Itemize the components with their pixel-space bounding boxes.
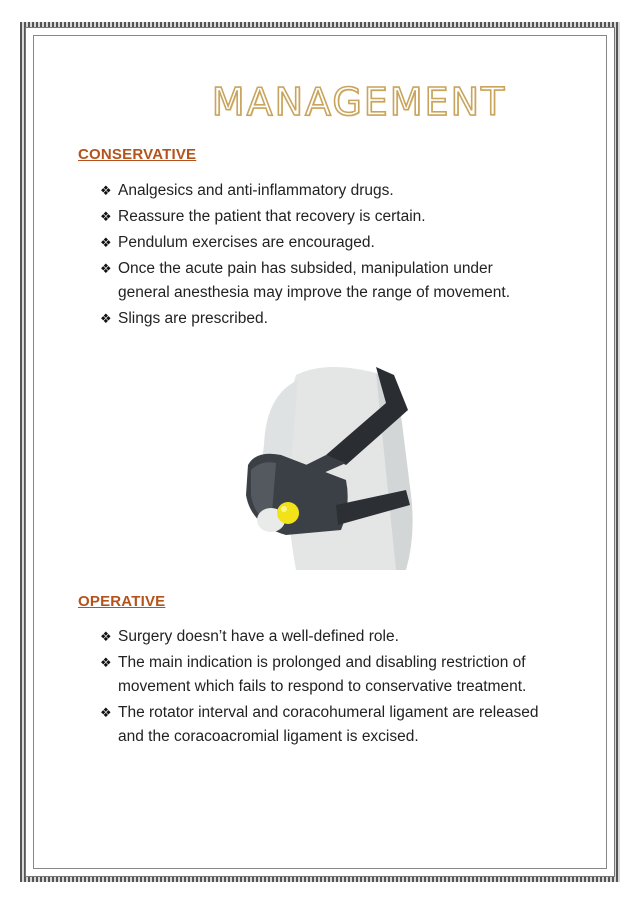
diamond-bullet-icon: ❖ — [100, 209, 112, 224]
operative-list — [100, 625, 540, 751]
diamond-bullet-icon: ❖ — [100, 629, 112, 644]
arm-sling-illustration — [226, 355, 426, 570]
list-item-text: The rotator interval and coracohumeral ligament are released and the coracoacromial ligament is excised. — [118, 704, 539, 745]
list-item-text: Surgery doesn’t have a well-defined role. — [118, 628, 399, 645]
arm-sling-icon — [226, 355, 426, 570]
list-item — [100, 651, 540, 699]
list-item-text: Reassure the patient that recovery is certain. — [118, 208, 426, 225]
page-title: MANAGEMENT — [211, 80, 507, 124]
section-heading-conservative: CONSERVATIVE — [78, 146, 197, 163]
list-item — [100, 701, 540, 749]
list-item — [100, 231, 530, 255]
list-item-text: Once the acute pain has subsided, manipulation under general anesthesia may improve the range of movement. — [118, 260, 511, 301]
conservative-list — [100, 179, 530, 333]
list-item-text: Pendulum exercises are encouraged. — [118, 234, 375, 251]
list-item — [100, 257, 530, 305]
diamond-bullet-icon: ❖ — [100, 311, 112, 326]
list-item — [100, 625, 540, 649]
list-item — [100, 307, 530, 331]
list-item-text: Slings are prescribed. — [118, 310, 268, 327]
diamond-bullet-icon: ❖ — [100, 235, 112, 250]
list-item — [100, 179, 530, 203]
section-heading-operative: OPERATIVE — [78, 593, 166, 610]
list-item-text: Analgesics and anti-inflammatory drugs. — [118, 182, 394, 199]
diamond-bullet-icon: ❖ — [100, 705, 112, 720]
diamond-bullet-icon: ❖ — [100, 183, 112, 198]
list-item — [100, 205, 530, 229]
diamond-bullet-icon: ❖ — [100, 655, 112, 670]
diamond-bullet-icon: ❖ — [100, 261, 112, 276]
list-item-text: The main indication is prolonged and disabling restriction of movement which fails to respond to conservative treatment. — [118, 654, 527, 695]
